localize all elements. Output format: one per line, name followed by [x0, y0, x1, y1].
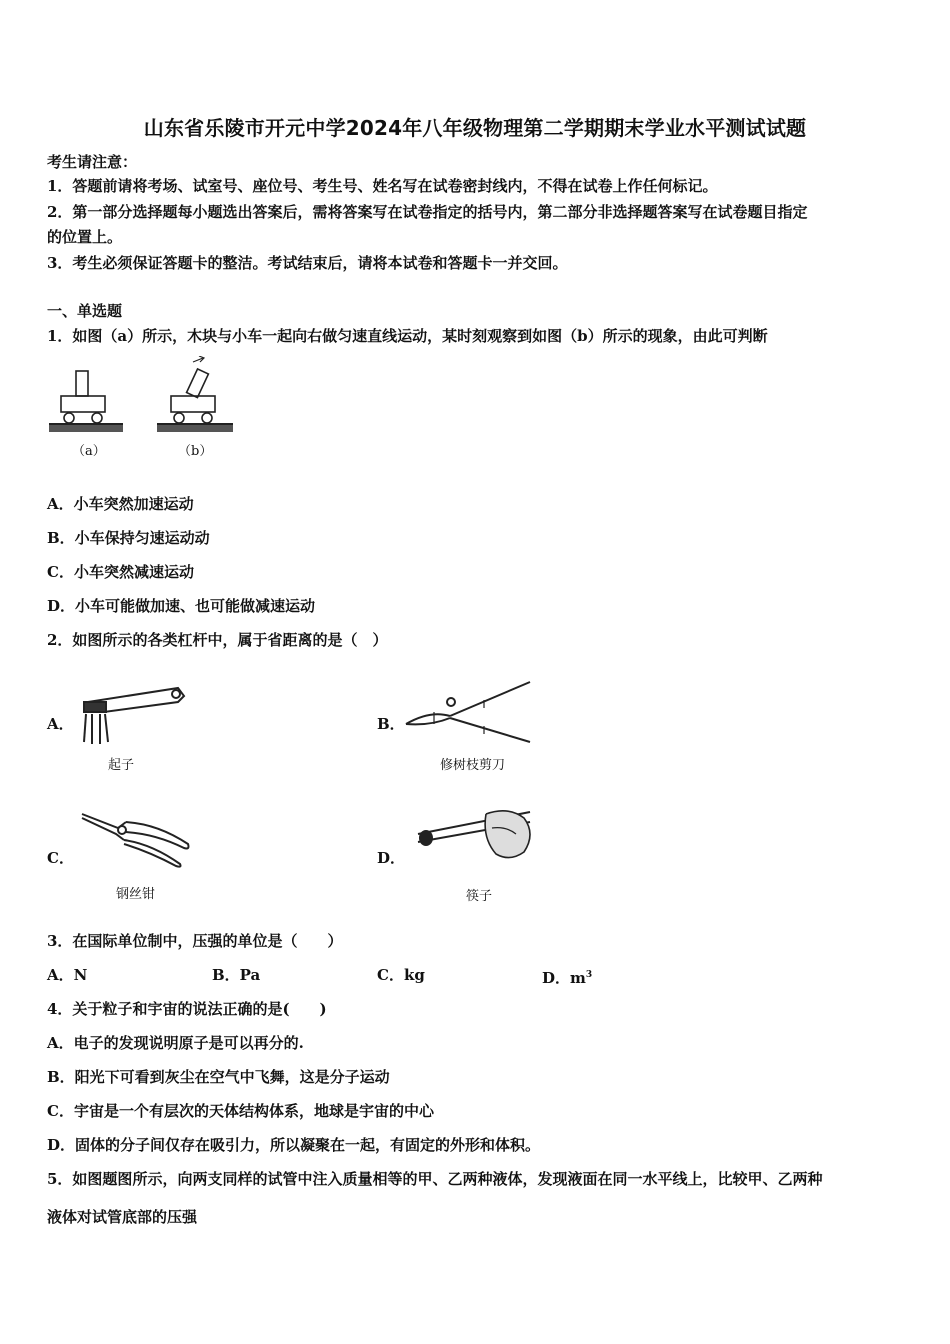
- q2-label-c: C．: [47, 849, 74, 867]
- pruning-shears-image: [404, 676, 536, 748]
- q1-option-d: D．小车可能做加速、也可能做减速运动: [47, 597, 316, 615]
- cart-figure-a: [49, 371, 123, 432]
- q5-stem-line-1: 5．如图题图所示，向两支同样的试管中注入质量相等的甲、乙两种液体，发现液面在同一水平线上，比较甲、乙两种: [47, 1170, 823, 1188]
- fig-b-label: （b）: [178, 444, 213, 459]
- q1-option-c: C．小车突然减速运动: [47, 563, 194, 581]
- q4-option-a: A．电子的发现说明原子是可以再分的.: [47, 1034, 304, 1052]
- caption-chopsticks: 筷子: [466, 889, 493, 904]
- q4-option-c: C．宇宙是一个有层次的天体结构体系，地球是宇宙的中心: [47, 1102, 434, 1120]
- q4-stem: 4．关于粒子和宇宙的说法正确的是( ): [47, 1000, 327, 1018]
- q3-option-a: A．N: [47, 966, 88, 984]
- q4-option-b: B．阳光下可看到灰尘在空气中飞舞，这是分子运动: [47, 1068, 390, 1086]
- q2-stem: 2．如图所示的各类杠杆中，属于省距离的是（ ）: [47, 631, 388, 649]
- notice-heading: 考生请注意：: [47, 153, 138, 171]
- notice-item-3: 3．考生必须保证答题卡的整洁。考试结束后，请将本试卷和答题卡一并交回。: [47, 254, 568, 272]
- section-heading: 一、单选题: [47, 302, 123, 320]
- q3-stem: 3．在国际单位制中，压强的单位是（ ）: [47, 932, 343, 950]
- q1-option-b: B．小车保持匀速运动动: [47, 529, 210, 547]
- caption-bottle-opener: 起子: [108, 758, 135, 773]
- caption-wire-pliers: 钢丝钳: [116, 887, 156, 902]
- notice-item-2-cont: 的位置上。: [47, 228, 123, 246]
- caption-pruning-shears: 修树枝剪刀: [440, 758, 506, 773]
- q1-option-a: A．小车突然加速运动: [47, 495, 194, 513]
- notice-item-1: 1．答题前请将考场、试室号、座位号、考生号、姓名写在试卷密封线内，不得在试卷上作任何标记。: [47, 177, 718, 195]
- q2-label-d: D．: [377, 849, 406, 867]
- q3-option-d-superscript: 3: [585, 970, 593, 980]
- q3-option-b: B．Pa: [212, 966, 261, 984]
- q4-option-d: D．固体的分子间仅存在吸引力，所以凝聚在一起，有固定的外形和体积。: [47, 1136, 541, 1154]
- cart-figure-b: [157, 356, 233, 432]
- chopsticks-image: [412, 804, 536, 866]
- notice-item-2: 2．第一部分选择题每小题选出答案后，需将答案写在试卷指定的括号内，第二部分非选择题答案写在试卷题目指定: [47, 203, 808, 221]
- q1-stem: 1．如图（a）所示，木块与小车一起向右做匀速直线运动，某时刻观察到如图（b）所示的现象，由此可判断: [47, 327, 768, 345]
- bottle-opener-image: [78, 680, 188, 748]
- q5-stem-line-2: 液体对试管底部的压强: [47, 1208, 198, 1226]
- fig-a-label: （a）: [72, 444, 106, 459]
- q3-option-d: [542, 965, 592, 988]
- q2-label-b: B．: [377, 715, 405, 733]
- q2-label-a: A．: [47, 715, 74, 733]
- q3-option-d-text: D．m: [542, 969, 586, 987]
- q3-option-c: C．kg: [377, 966, 425, 984]
- page-title: 山东省乐陵市开元中学2024年八年级物理第二学期期末学业水平测试试题: [143, 116, 807, 140]
- wire-pliers-image: [78, 806, 196, 870]
